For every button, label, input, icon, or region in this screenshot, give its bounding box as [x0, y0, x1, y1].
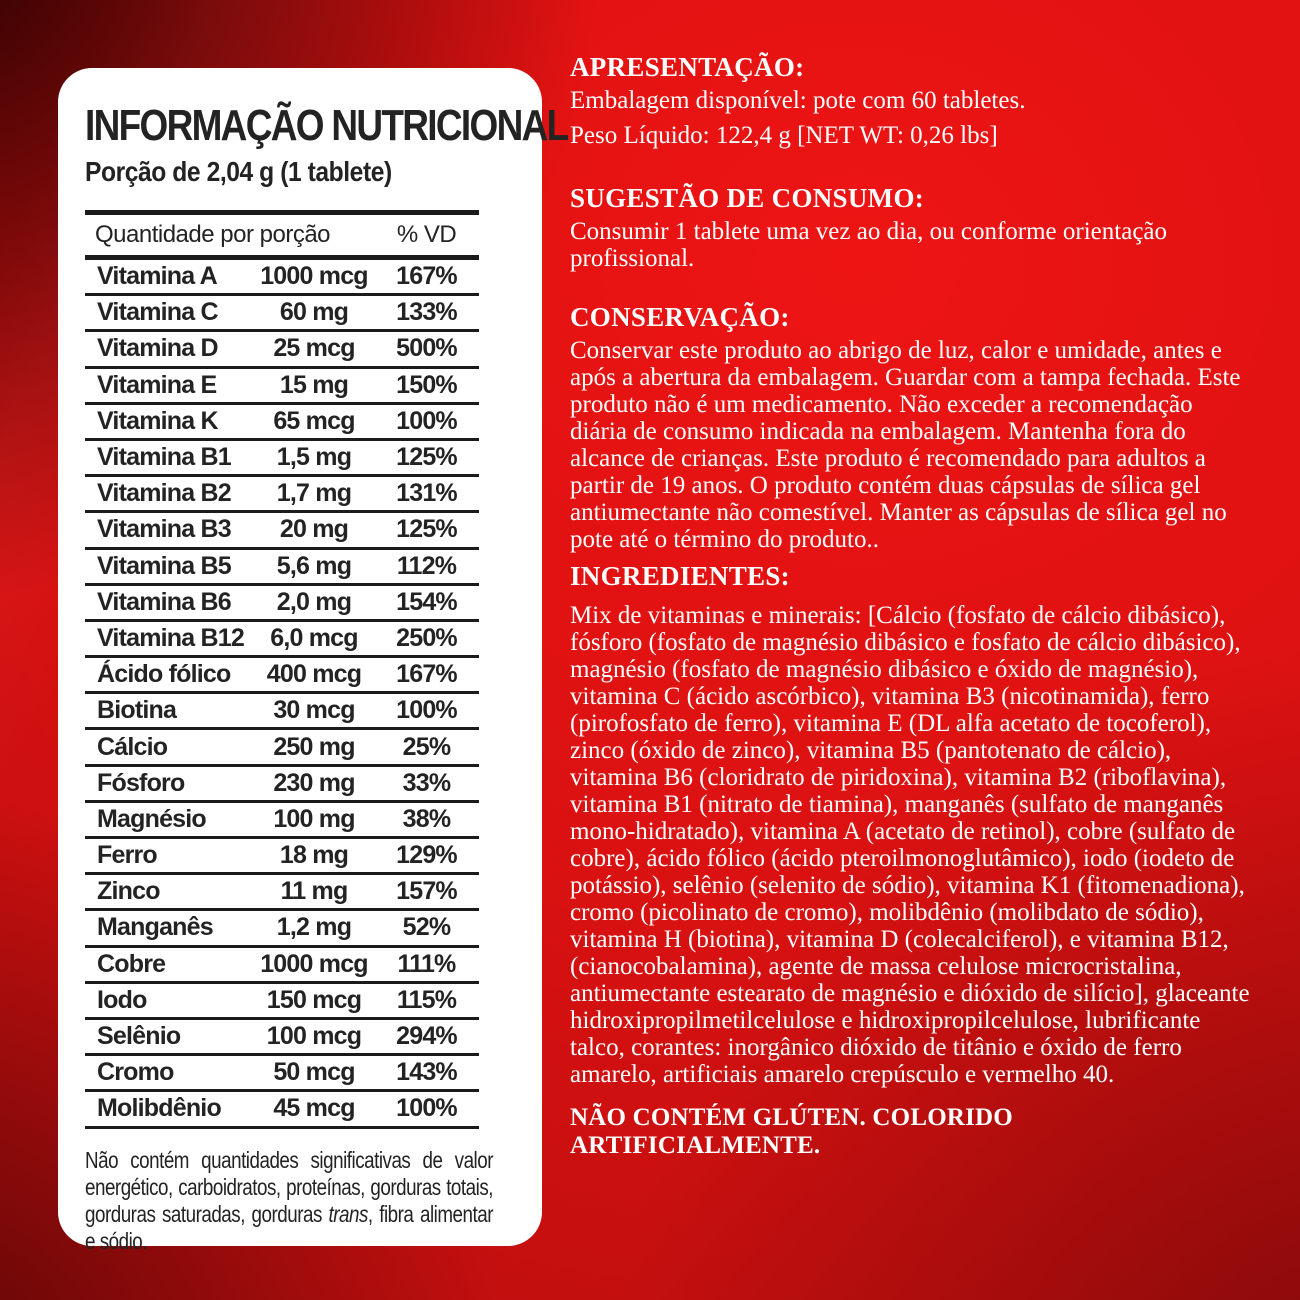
nutrition-table: [85, 210, 479, 1129]
nutrient-name: Zinco: [97, 877, 160, 906]
section-paragraph: Embalagem disponível: pote com 60 tabletes.: [570, 87, 1026, 114]
info-section: [570, 52, 1255, 149]
header-percent-dv: % VD: [396, 221, 457, 248]
table-row: [85, 477, 479, 513]
nutrient-amount: 20 mg: [279, 515, 349, 544]
nutrient-name: Vitamina B2: [97, 479, 231, 508]
nutrient-percent-dv: 100%: [396, 1094, 457, 1123]
nutrient-name: Vitamina B1: [97, 443, 231, 472]
nutrient-name: Vitamina B6: [97, 587, 231, 616]
panel-title: INFORMAÇÃO NUTRICIONAL: [85, 101, 568, 150]
nutrient-percent-dv: 125%: [396, 515, 457, 544]
nutrient-amount: 1000 mcg: [260, 262, 368, 291]
nutrient-amount: 30 mcg: [273, 696, 355, 725]
nutrient-percent-dv: 157%: [396, 877, 457, 906]
nutrient-percent-dv: 25%: [402, 732, 451, 761]
info-section: [570, 302, 1255, 553]
table-row: [85, 1092, 479, 1128]
table-row: [85, 911, 479, 947]
gluten-free-statement: NÃO CONTÉM GLÚTEN. COLORIDO ARTIFICIALMENTE.: [570, 1104, 1013, 1159]
nutrient-amount: 11 mg: [280, 877, 348, 906]
nutrient-percent-dv: 115%: [396, 985, 457, 1014]
table-row: [85, 550, 479, 586]
nutrient-percent-dv: 150%: [396, 370, 457, 399]
nutrient-name: Selênio: [97, 1022, 181, 1051]
nutrient-amount: 1,2 mg: [276, 913, 352, 942]
table-row: [85, 694, 479, 730]
nutrient-name: Vitamina B12: [97, 623, 244, 652]
table-row: [85, 658, 479, 694]
table-row: [85, 332, 479, 368]
nutrient-amount: 1000 mcg: [260, 949, 368, 978]
nutrient-name: Vitamina B3: [97, 515, 231, 544]
nutrition-table-rows: [85, 260, 479, 1129]
table-row: [85, 296, 479, 332]
nutrient-name: Ácido fólico: [97, 660, 231, 689]
nutrient-percent-dv: 100%: [396, 696, 457, 725]
section-paragraph: Peso Líquido: 122,4 g [NET WT: 0,26 lbs]: [570, 122, 998, 149]
table-row: [85, 622, 479, 658]
nutrient-percent-dv: 131%: [396, 479, 457, 508]
nutrient-name: Cálcio: [97, 732, 168, 761]
nutrient-percent-dv: 143%: [396, 1058, 457, 1087]
info-column: [570, 52, 1255, 1160]
nutrient-name: Iodo: [97, 985, 147, 1014]
nutrient-name: Fósforo: [97, 768, 185, 797]
nutrition-table-header: [85, 210, 479, 260]
table-row: [85, 586, 479, 622]
nutrient-percent-dv: 111%: [397, 949, 456, 978]
table-row: [85, 803, 479, 839]
info-section: [570, 561, 1255, 1088]
nutrient-amount: 100 mcg: [266, 1022, 362, 1051]
table-row: [85, 984, 479, 1020]
table-row: [85, 875, 479, 911]
nutrient-percent-dv: 129%: [396, 841, 457, 870]
nutrient-amount: 150 mcg: [266, 985, 362, 1014]
nutrient-percent-dv: 294%: [396, 1022, 457, 1051]
table-row: [85, 441, 479, 477]
nutrient-percent-dv: 38%: [402, 804, 451, 833]
nutrient-amount: 25 mcg: [273, 334, 355, 363]
nutrient-name: Biotina: [97, 696, 177, 725]
table-row: [85, 730, 479, 766]
nutrient-amount: 250 mg: [273, 732, 355, 761]
nutrient-amount: 1,5 mg: [276, 443, 352, 472]
nutrient-name: Molibdênio: [97, 1094, 221, 1123]
nutrient-name: Cromo: [97, 1058, 174, 1087]
header-quantity-per-serving: Quantidade por porção: [95, 221, 331, 248]
section-paragraph: Conservar este produto ao abrigo de luz, calor e umidade, antes e após a abertura da embalagem. Guardar com a tampa fechada. Este produto não é um medicamento. Não exceder a recomendação diária de consumo indicada na embalagem. Mantenha fora do alcance de crianças. Este produto é recomendado para adultos a partir de 19 anos. O produto contém duas cápsulas de sílica gel antiumectante não comestível. Manter as cápsulas de sílica gel no pote até o término do produto..: [570, 337, 1241, 553]
nutrient-percent-dv: 500%: [396, 334, 457, 363]
nutrient-percent-dv: 154%: [396, 587, 457, 616]
nutrient-name: Manganês: [97, 913, 213, 942]
table-row: [85, 948, 479, 984]
nutrient-amount: 230 mg: [273, 768, 355, 797]
table-row: [85, 405, 479, 441]
section-heading: INGREDIENTES:: [570, 561, 790, 591]
nutrient-amount: 15 mg: [279, 370, 349, 399]
table-row: [85, 1056, 479, 1092]
info-section: [570, 183, 1255, 272]
nutrient-amount: 2,0 mg: [276, 587, 352, 616]
nutrient-percent-dv: 167%: [396, 660, 457, 689]
nutrient-amount: 100 mg: [273, 804, 355, 833]
table-row: [85, 839, 479, 875]
nutrient-name: Ferro: [97, 841, 157, 870]
nutrient-name: Vitamina A: [97, 262, 217, 291]
nutrient-percent-dv: 133%: [396, 298, 457, 327]
nutrient-amount: 60 mg: [279, 298, 349, 327]
nutrient-name: Vitamina D: [97, 334, 218, 363]
note-text-after: , fibra alimentar e sódio.: [85, 1201, 493, 1255]
nutrient-amount: 50 mcg: [273, 1058, 355, 1087]
nutrient-percent-dv: 33%: [402, 768, 451, 797]
nutrient-amount: 1,7 mg: [276, 479, 352, 508]
section-heading: SUGESTÃO DE CONSUMO:: [570, 183, 925, 213]
nutrient-percent-dv: 52%: [402, 913, 451, 942]
section-heading: CONSERVAÇÃO:: [570, 302, 790, 332]
nutrient-percent-dv: 250%: [396, 623, 457, 652]
table-row: [85, 260, 479, 296]
nutrient-amount: 400 mcg: [266, 660, 362, 689]
table-row: [85, 1020, 479, 1056]
nutrient-percent-dv: 125%: [396, 443, 457, 472]
note-text-italic: trans: [328, 1201, 368, 1227]
insignificant-amounts-note: [85, 1147, 493, 1256]
nutrient-amount: 45 mcg: [273, 1094, 355, 1123]
nutrition-facts-panel: [58, 68, 568, 1255]
nutrient-percent-dv: 112%: [396, 551, 457, 580]
section-heading: APRESENTAÇÃO:: [570, 52, 805, 82]
nutrient-amount: 18 mg: [279, 841, 349, 870]
section-paragraph: Mix de vitaminas e minerais: [Cálcio (fosfato de cálcio dibásico), fósforo (fosfato de magnésio dibásico e fosfato de cálcio dibásico), magnésio (fosfato de magnésio dibásico e óxido de magnésio), vitamina C (ácido ascórbico), vitamina B3 (nicotinamida), ferro (pirofosfato de ferro), vitamina E (DL alfa acetato de tocoferol), zinco (óxido de zinco), vitamina B5 (pantotenato de cálcio), vitamina B6 (cloridrato de piridoxina), vitamina B2 (riboflavina), vitamina B1 (nitrato de tiamina), manganês (sulfato de manganês mono-hidratado), vitamina A (acetato de retinol), cobre (sulfato de cobre), ácido fólico (ácido pteroilmonoglutâmico), iodo (iodeto de potássio), selênio (selenito de sódio), vitamina K1 (fitomenadiona), cromo (picolinato de cromo), molibdênio (molibdato de sódio), vitamina H (biotina), vitamina D (colecalciferol), e vitamina B12, (cianocobalamina), agente de massa celulose microcristalina, antiumectante estearato de magnésio e dióxido de silício], glaceante hidroxipropilmetilcelulose e hidroxipropilcelulose, lubrificante talco, corantes: inorgânico dióxido de titânio e óxido de ferro amarelo, artificiais amarelo crepúsculo e vermelho 40.: [570, 602, 1250, 1088]
table-row: [85, 513, 479, 549]
nutrient-name: Vitamina C: [97, 298, 218, 327]
nutrient-amount: 5,6 mg: [276, 551, 352, 580]
nutrient-percent-dv: 100%: [396, 406, 457, 435]
nutrient-amount: 65 mcg: [273, 406, 355, 435]
nutrient-percent-dv: 167%: [396, 262, 457, 291]
section-paragraph: Consumir 1 tablete uma vez ao dia, ou conforme orientação profissional.: [570, 218, 1168, 272]
nutrient-amount: 6,0 mcg: [270, 623, 358, 652]
table-row: [85, 369, 479, 405]
right-column-sections: [570, 52, 1255, 1088]
nutrient-name: Vitamina K: [97, 406, 218, 435]
nutrient-name: Cobre: [97, 949, 166, 978]
table-row: [85, 767, 479, 803]
nutrient-name: Vitamina E: [97, 370, 217, 399]
note-text-before: Não contém quantidades significativas de valor energético, carboidratos, proteínas, gorduras totais, gorduras saturadas, gorduras: [85, 1146, 493, 1227]
panel-subtitle: Porção de 2,04 g (1 tablete): [85, 156, 392, 187]
nutrient-name: Magnésio: [97, 804, 206, 833]
nutrient-name: Vitamina B5: [97, 551, 231, 580]
